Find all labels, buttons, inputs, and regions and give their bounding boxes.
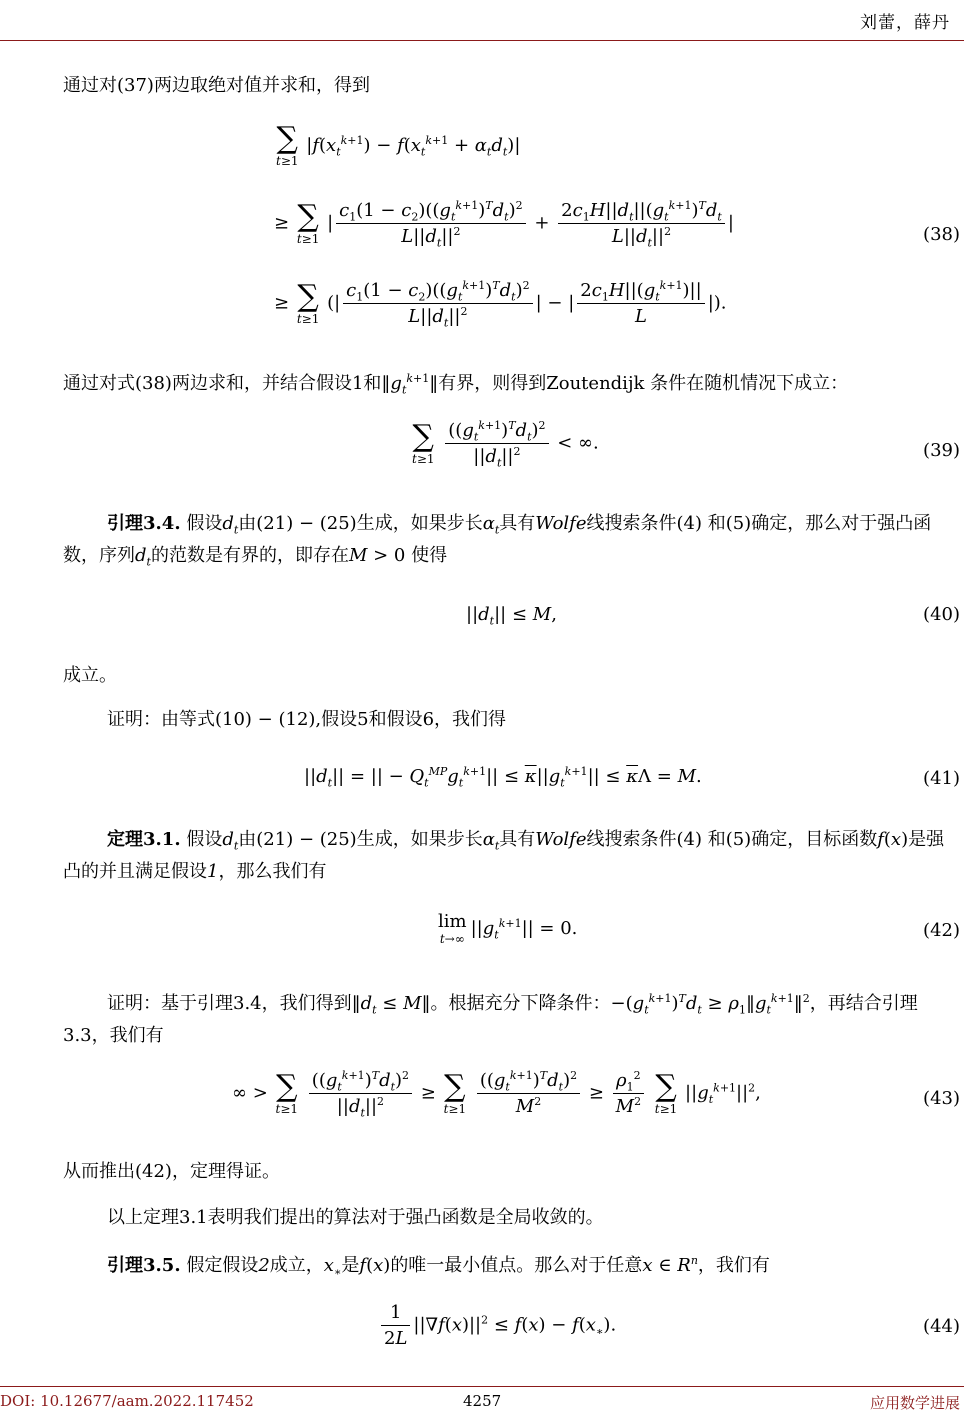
lemma-3-5: 引理3.5. 假定假设2成立，$x_∗$是f(x)的唯一最小值点。那么对于任意x ∈ $R^n$，我们有	[107, 1254, 770, 1279]
equation-number-41: (41)	[923, 768, 960, 789]
paragraph-holds: 成立。	[63, 665, 117, 686]
lemma-3-5-text-c: 成立，	[269, 1255, 324, 1276]
footer-page-number: 4257	[463, 1392, 502, 1410]
lemma-3-5-label: 引理3.5.	[107, 1255, 181, 1276]
lemma-3-5-text-e: 的唯一最小值点。那么对于任意	[390, 1255, 643, 1276]
lemma-3-5-text-d: 是	[341, 1255, 360, 1276]
lemma-3-4-text-c: 具有	[499, 513, 536, 534]
equation-39: ∑ t≥1 $\frac{((g_t^{k+1})^Td_t)^2}{||d_t||^2}$ < ∞.	[412, 418, 599, 470]
theorem-3-1-text-g: 1	[207, 861, 219, 882]
equation-40: $||d_t|| \le M$,	[466, 604, 557, 628]
lemma-3-5-text-a: 假定假设	[186, 1255, 259, 1276]
lemma-3-4-text-g: 使得	[411, 545, 448, 566]
equation-44: $\frac{1}{2L}$ $||\nabla f(x)||^2 \le f(x) - f(x_∗)$.	[378, 1302, 616, 1349]
theorem-3-1: 定理3.1. 假设$d_t$由(21) − (25)生成，如果步长$\alpha_t$具有Wolfe线搜索条件(4) 和(5)确定，目标函数f(x)是强凸的并且满足假设1，那么我们有	[63, 829, 945, 882]
theorem-3-1-text-b: 由(21) − (25)生成，如果步长	[238, 829, 483, 850]
proof-theorem-3-1: 证明：基于引理3.4，我们得到$‖d_t$ ≤ M‖。根据充分下降条件：$-(g_t^{k+1})^Td_t$ ≥ $\rho_1‖g_t^{k+1}‖^2$，再结合引理3.3，我们有	[63, 992, 918, 1046]
lemma-3-5-text-b: 2	[258, 1255, 270, 1276]
equation-42: lim t→∞ $||g_t^{k+1}|| = 0$.	[438, 911, 578, 946]
paragraph-zoutendijk: 通过对式(38)两边求和，并结合假设1和$‖g_t^{k+1}‖$有界，则得到Zoutendijk 条件在随机情况下成立：	[63, 372, 849, 397]
equation-43: ∞ > ∑ t≥1 $\frac{((g_t^{k+1})^Td_t)^2}{||d_t||^2}$ ≥ ∑ t≥1 $\frac{((g_t^{k+1})^Td_t)^2}{M^2}$ ≥ $\frac{\rho_1^2}{M^2}$ ∑ t≥1 $||g_t^{k+1}||^2$,	[232, 1068, 761, 1120]
lemma-3-4-label: 引理3.4.	[107, 513, 181, 534]
theorem-3-1-text-e: 线搜索条件(4) 和(5)确定，目标函数	[586, 829, 878, 850]
theorem-3-1-text-wolfe: Wolfe	[535, 829, 587, 850]
theorem-3-1-text-c: 具有	[499, 829, 536, 850]
equation-number-40: (40)	[923, 604, 960, 625]
theorem-3-1-text-h: ，那么我们有	[218, 861, 327, 882]
footer-rule	[0, 1386, 964, 1387]
lemma-3-5-text-f: ，我们有	[697, 1255, 770, 1276]
theorem-3-1-label: 定理3.1.	[107, 829, 181, 850]
proof-theorem-3-1-part2: 。根据充分下降条件：	[430, 993, 611, 1014]
header-authors: 刘蕾，薛丹	[860, 13, 950, 33]
footer-doi-link[interactable]: DOI: 10.12677/aam.2022.117452	[0, 1392, 254, 1410]
equation-38-line3: ≥ ∑ t≥1 (| $\frac{c_1(1 - c_2)((g_t^{k+1})^Td_t)^2}{L||d_t||^2}$ | − | $\frac{2c_1H||(g_t^{k+1})||}{L}$ |).	[274, 278, 727, 330]
equation-number-38: (38)	[923, 224, 960, 245]
paragraph-zoutendijk-part2: 有界，则得到Zoutendijk 条件在随机情况下成立：	[438, 373, 849, 394]
paragraph-global-convergence: 以上定理3.1表明我们提出的算法对于强凸函数是全局收敛的。	[107, 1207, 604, 1228]
equation-41: $||d_t||$ = || − $Q_t^{MP}g_t^{k+1}|| \le \overline{\kappa}||g_t^{k+1}|| \le \overline{\kappa}\Lambda = M$.	[304, 765, 702, 790]
lemma-3-4-text-a: 假设	[186, 513, 223, 534]
proof-lemma-3-4: 证明：由等式(10) − (12),假设5和假设6，我们得	[107, 709, 507, 730]
paragraph-intro-38: 通过对(37)两边取绝对值并求和，得到	[63, 75, 370, 96]
equation-number-44: (44)	[923, 1316, 960, 1337]
lemma-3-4-text-f: 的范数是有界的，即存在	[150, 545, 349, 566]
proof-theorem-3-1-part3: ，再结合引理3.3，我们有	[63, 993, 918, 1046]
equation-38-line1: ∑ t≥1 $|f(x_t^{k+1}) - f(x_t^{k+1} + \alpha_td_t)|$	[276, 121, 521, 168]
proof-theorem-3-1-part1: 证明：基于引理3.4，我们得到	[107, 993, 352, 1014]
theorem-3-1-text-a: 假设	[186, 829, 223, 850]
paragraph-zoutendijk-part1: 通过对式(38)两边求和，并结合假设1和	[63, 373, 382, 394]
footer-journal-name: 应用数学进展	[869, 1394, 960, 1412]
lemma-3-4: 引理3.4. 假设$d_t$由(21) − (25)生成，如果步长$\alpha_t$具有Wolfe线搜索条件(4) 和(5)确定，那么对于强凸函数，序列$d_t$的范数是有界的，即存在M > 0 使得	[63, 513, 932, 569]
equation-number-39: (39)	[923, 440, 960, 461]
paragraph-conclusion: 从而推出(42)，定理得证。	[63, 1161, 280, 1182]
header-rule	[0, 40, 964, 41]
equation-number-43: (43)	[923, 1088, 960, 1109]
equation-38-line2: ≥ ∑ t≥1 | $\frac{c_1(1 - c_2)((g_t^{k+1})^Td_t)^2}{L||d_t||^2}$ + $\frac{2c_1H||d_t||(g_t^{k+1})^Td_t}{L||d_t||^2}$ |	[274, 198, 734, 250]
theorem-3-1-text-f: 是强凸的并且满足假设	[63, 829, 945, 882]
equation-number-42: (42)	[923, 920, 960, 941]
lemma-3-4-text-wolfe: Wolfe	[535, 513, 587, 534]
lemma-3-4-text-e: 线搜索条件(4) 和(5)确定，那么对于强凸函数，序列	[63, 513, 932, 566]
lemma-3-4-text-b: 由(21) − (25)生成，如果步长	[238, 513, 483, 534]
